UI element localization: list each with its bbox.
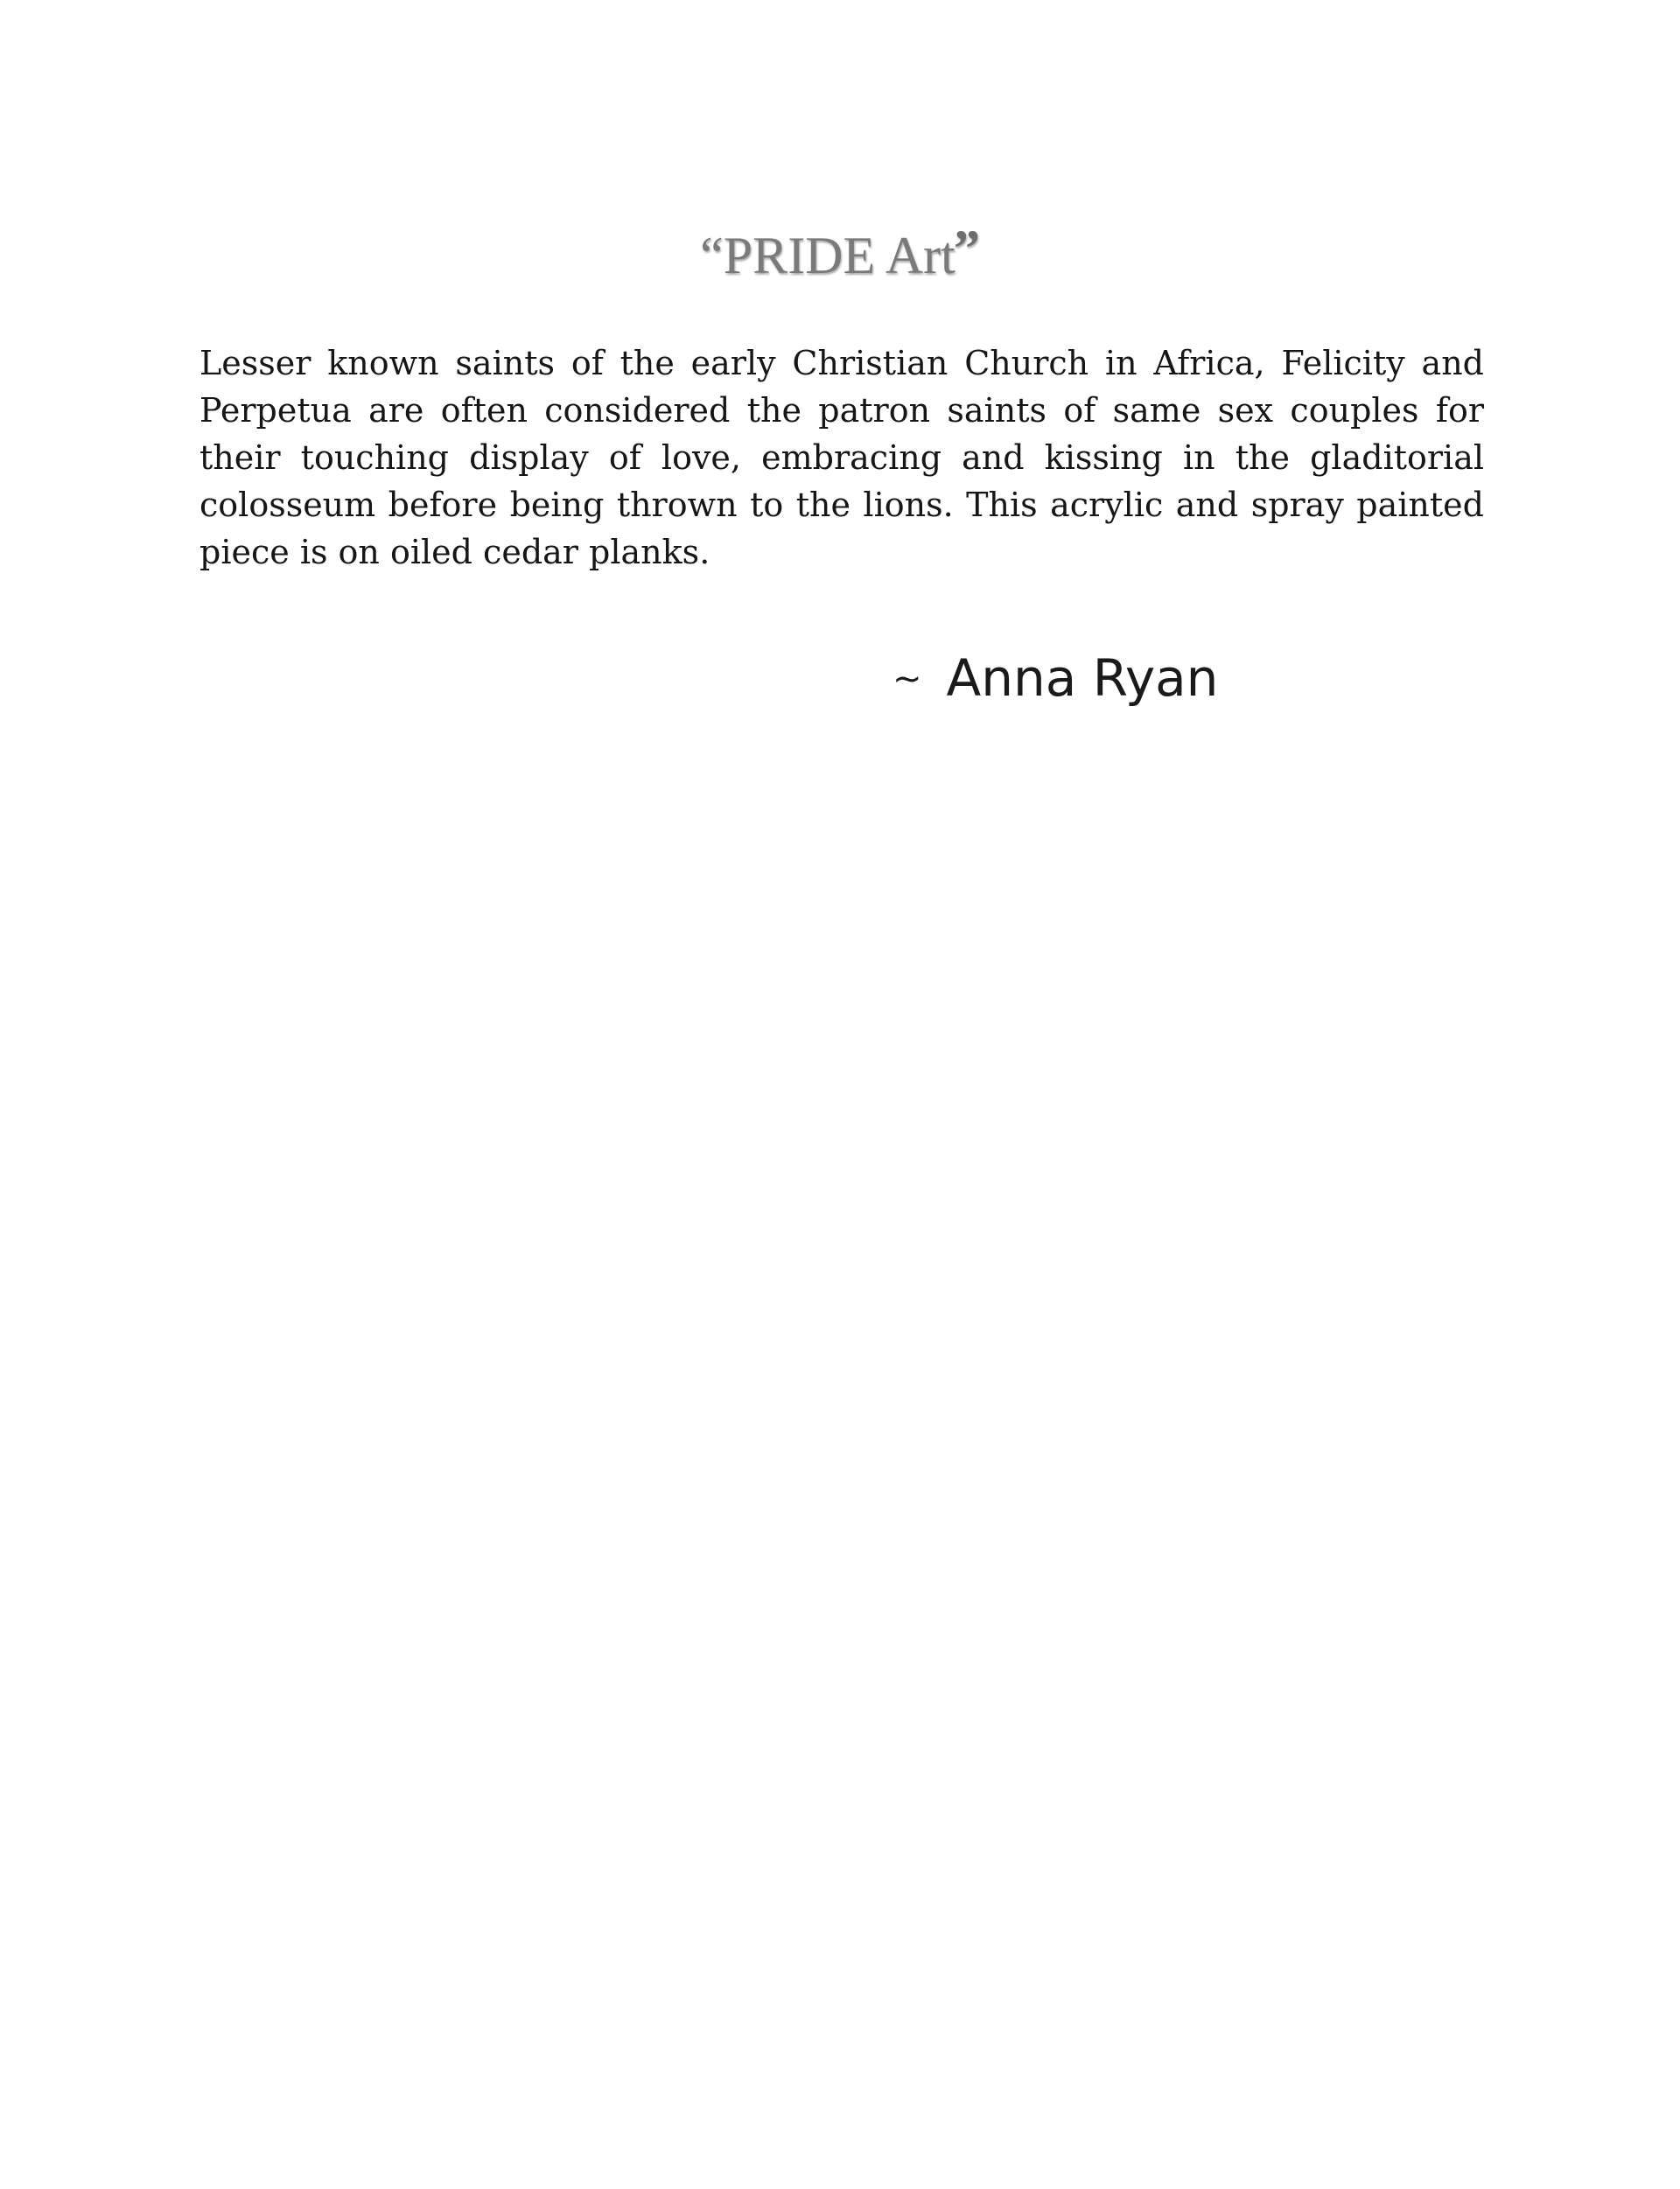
description-paragraph: Lesser known saints of the early Christian Church in Africa, Felicity and Perpetua are often considered the patron saints of same sex couples for their touching display of love, embracing and kissing in the gladitorial colosseum before being thrown to the lions. This acrylic and spray painted piece is on oiled cedar planks. [200,344,1484,571]
signature-name: Anna Ryan [946,648,1219,708]
title-text: “PRIDE Art [700,227,956,284]
title-close-quote: ” [953,220,980,277]
signature [892,643,1330,719]
document-title [0,220,1680,290]
signature-dash: ~ [892,659,922,699]
